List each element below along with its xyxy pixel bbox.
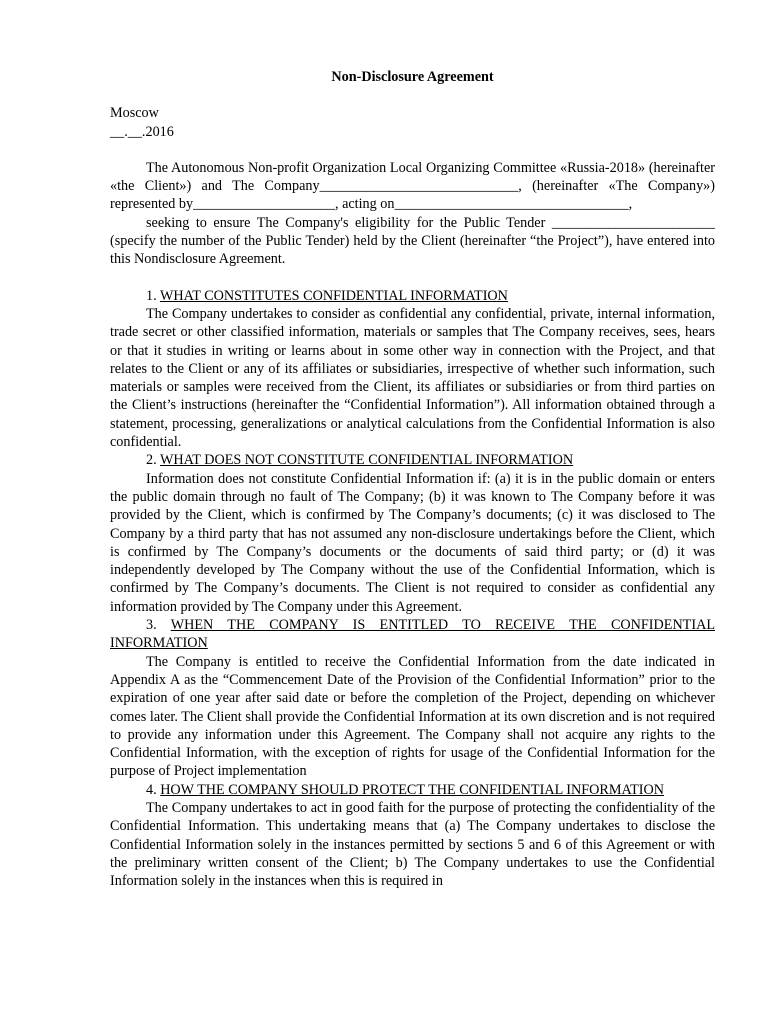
section-number: 4. bbox=[146, 781, 157, 798]
section-heading-text: WHAT CONSTITUTES CONFIDENTIAL INFORMATION bbox=[159, 287, 508, 304]
place: Moscow bbox=[110, 105, 159, 122]
intro-paragraph-2: seeking to ensure The Company's eligibility for the Public Tender _______________________ (specify the number of the Public Tender) held by the Client (hereinafter “the Project”), have entered into this Nondisclosure Agreement. bbox=[110, 214, 715, 268]
section-1 bbox=[110, 287, 715, 452]
section-body: The Company is entitled to receive the Confidential Information from the date indicated in Appendix A as the “Commencement Date of the Provision of the Confidential Information” prior to the expiration of one year after said date or before the completion of the Project, depending on whichever comes later. The Client shall provide the Confidential Information at its own discretion and is not required to provide any information under this Agreement. The Company shall not acquire any rights to the Confidential Information, with the exception of rights for usage of the Confidential Information for the purpose of Project implementation bbox=[110, 653, 715, 780]
section-2 bbox=[110, 451, 715, 616]
section-heading bbox=[110, 287, 715, 305]
section-3 bbox=[110, 616, 715, 781]
section-heading-text: WHEN THE COMPANY IS ENTITLED TO RECEIVE THE CONFIDENTIAL INFORMATION bbox=[110, 617, 715, 652]
section-number: 3. bbox=[146, 617, 157, 634]
document-title: Non-Disclosure Agreement bbox=[331, 69, 494, 85]
section-heading-text: HOW THE COMPANY SHOULD PROTECT THE CONFIDENTIAL INFORMATION bbox=[160, 781, 664, 798]
section-body: The Company undertakes to consider as confidential any confidential, private, internal information, trade secret or other classified information, materials or samples that The Company receives, sees, hears or that it studies in writing or learns about in some other way in connection with the Project, and that relates to the Client or any of its affiliates or subsidiaries, irrespective of whether such information, such materials or samples were received from the Client, its affiliates or subsidiaries or from third parties on the Client’s instructions (hereinafter the “Confidential Information”). All information obtained through a statement, processing, generalizations or analytical calculations from the Confidential Information is also confidential. bbox=[110, 305, 715, 451]
section-number: 1. bbox=[146, 287, 157, 304]
section-number: 2. bbox=[146, 452, 157, 469]
section-heading-text: WHAT DOES NOT CONSTITUTE CONFIDENTIAL INFORMATION bbox=[159, 452, 574, 469]
date: __.__.2016 bbox=[110, 123, 174, 140]
section-4 bbox=[110, 781, 715, 891]
section-heading bbox=[110, 451, 715, 469]
section-body: The Company undertakes to act in good faith for the purpose of protecting the confidentiality of the Confidential Information. This undertaking means that (a) The Company undertakes to disclose the Confidential Information solely in the instances permitted by sections 5 and 6 of this Agreement or with the preliminary written consent of the Client; b) The Company undertakes to use the Confidential Information solely in the instances when this is required in bbox=[110, 799, 715, 890]
section-heading bbox=[110, 616, 715, 653]
intro-paragraph: The Autonomous Non-profit Organization Local Organizing Committee «Russia-2018» (hereinafter «the Client») and The Company____________________________, (hereinafter «The Company») represented by____________________, acting on_________________________________, bbox=[110, 159, 715, 213]
section-body: Information does not constitute Confidential Information if: (a) it is in the public domain or enters the public domain through no fault of The Company; (b) it was known to The Company before it was provided by the Client, which is confirmed by The Company’s documents; (c) it was disclosed to The Company by a third party that has not assumed any non-disclosure undertakings before the Client, which is confirmed by The Company’s documents or the documents of said third party; or (d) it was independently developed by The Company without the use of the Confidential Information, which is confirmed by The Company’s documents. The Client is not required to consider as confidential any information provided by The Company under this Agreement. bbox=[110, 470, 715, 615]
section-heading bbox=[110, 781, 715, 799]
